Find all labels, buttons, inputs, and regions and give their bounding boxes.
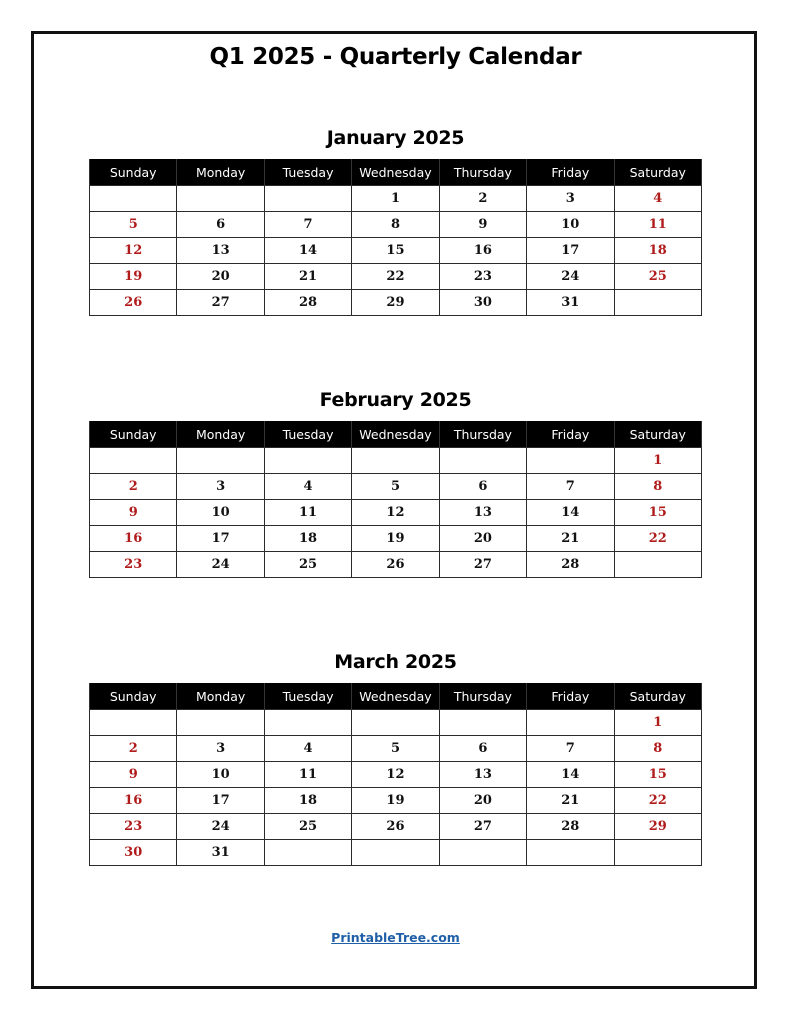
- day-cell: 24: [177, 552, 264, 578]
- day-cell: 10: [177, 500, 264, 526]
- day-cell: 2: [90, 474, 177, 500]
- day-cell: 30: [90, 840, 177, 866]
- day-cell: 2: [439, 186, 526, 212]
- day-cell: 11: [264, 500, 351, 526]
- weekday-header-sunday: Sunday: [90, 159, 177, 186]
- day-cell: [527, 840, 614, 866]
- day-cell: 15: [352, 238, 439, 264]
- weekday-header-monday: Monday: [177, 683, 264, 710]
- week-row: [90, 552, 702, 578]
- day-cell: 23: [90, 552, 177, 578]
- day-cell: 27: [177, 290, 264, 316]
- printabletree-link[interactable]: PrintableTree.com: [331, 930, 460, 945]
- day-cell: 12: [352, 500, 439, 526]
- day-cell: 29: [614, 814, 701, 840]
- day-cell: 23: [439, 264, 526, 290]
- day-cell: 3: [527, 186, 614, 212]
- day-cell: [439, 448, 526, 474]
- day-cell: 13: [439, 500, 526, 526]
- week-row: [90, 762, 702, 788]
- day-cell: 7: [264, 212, 351, 238]
- day-cell: [90, 448, 177, 474]
- day-cell: 15: [614, 500, 701, 526]
- week-row: [90, 264, 702, 290]
- day-cell: 15: [614, 762, 701, 788]
- weekday-header-saturday: Saturday: [614, 421, 701, 448]
- day-cell: 24: [177, 814, 264, 840]
- day-cell: 9: [90, 500, 177, 526]
- day-cell: 18: [614, 238, 701, 264]
- week-row: [90, 710, 702, 736]
- day-cell: 12: [90, 238, 177, 264]
- day-cell: 18: [264, 526, 351, 552]
- weekday-header-tuesday: Tuesday: [264, 683, 351, 710]
- day-cell: 8: [614, 736, 701, 762]
- day-cell: 31: [527, 290, 614, 316]
- day-cell: 29: [352, 290, 439, 316]
- weekday-header-tuesday: Tuesday: [264, 159, 351, 186]
- day-cell: 6: [439, 474, 526, 500]
- day-cell: 13: [439, 762, 526, 788]
- day-cell: [264, 186, 351, 212]
- day-cell: 6: [439, 736, 526, 762]
- week-row: [90, 474, 702, 500]
- day-cell: 10: [177, 762, 264, 788]
- day-cell: 5: [352, 736, 439, 762]
- day-cell: 26: [352, 552, 439, 578]
- week-row: [90, 212, 702, 238]
- day-cell: [90, 710, 177, 736]
- week-row: [90, 526, 702, 552]
- day-cell: [352, 448, 439, 474]
- day-cell: [614, 840, 701, 866]
- weekday-header-thursday: Thursday: [439, 159, 526, 186]
- day-cell: 25: [614, 264, 701, 290]
- week-row: [90, 238, 702, 264]
- day-cell: 16: [90, 526, 177, 552]
- week-row: [90, 840, 702, 866]
- day-cell: 16: [90, 788, 177, 814]
- calendar-january: [89, 159, 702, 316]
- day-cell: 9: [439, 212, 526, 238]
- day-cell: 4: [614, 186, 701, 212]
- weekday-header-row: [90, 421, 702, 448]
- day-cell: 6: [177, 212, 264, 238]
- day-cell: 4: [264, 736, 351, 762]
- day-cell: 14: [527, 500, 614, 526]
- day-cell: 22: [352, 264, 439, 290]
- day-cell: 19: [352, 526, 439, 552]
- day-cell: 31: [177, 840, 264, 866]
- day-cell: [352, 710, 439, 736]
- day-cell: 28: [527, 814, 614, 840]
- weekday-header-monday: Monday: [177, 421, 264, 448]
- weekday-header-sunday: Sunday: [90, 683, 177, 710]
- day-cell: [264, 710, 351, 736]
- day-cell: 28: [527, 552, 614, 578]
- day-cell: 7: [527, 736, 614, 762]
- day-cell: 21: [527, 526, 614, 552]
- day-cell: 20: [439, 788, 526, 814]
- day-cell: 18: [264, 788, 351, 814]
- month-title-march: March 2025: [334, 651, 457, 673]
- day-cell: 21: [264, 264, 351, 290]
- weekday-header-saturday: Saturday: [614, 683, 701, 710]
- month-title-january: January 2025: [326, 127, 465, 149]
- day-cell: 8: [614, 474, 701, 500]
- day-cell: 14: [527, 762, 614, 788]
- day-cell: [177, 448, 264, 474]
- day-cell: 17: [177, 526, 264, 552]
- day-cell: 12: [352, 762, 439, 788]
- day-cell: 1: [614, 448, 701, 474]
- day-cell: 7: [527, 474, 614, 500]
- weekday-header-sunday: Sunday: [90, 421, 177, 448]
- day-cell: 23: [90, 814, 177, 840]
- day-cell: 11: [264, 762, 351, 788]
- week-row: [90, 448, 702, 474]
- weekday-header-friday: Friday: [527, 421, 614, 448]
- weekday-header-row: [90, 683, 702, 710]
- day-cell: 5: [90, 212, 177, 238]
- day-cell: [264, 840, 351, 866]
- day-cell: 17: [177, 788, 264, 814]
- weekday-header-thursday: Thursday: [439, 421, 526, 448]
- month-title-february: February 2025: [319, 389, 472, 411]
- weekday-header-thursday: Thursday: [439, 683, 526, 710]
- weekday-header-tuesday: Tuesday: [264, 421, 351, 448]
- day-cell: 27: [439, 552, 526, 578]
- day-cell: 3: [177, 736, 264, 762]
- calendar-february: [89, 421, 702, 578]
- weekday-header-friday: Friday: [527, 683, 614, 710]
- day-cell: 4: [264, 474, 351, 500]
- day-cell: [527, 710, 614, 736]
- weekday-header-row: [90, 159, 702, 186]
- day-cell: 20: [177, 264, 264, 290]
- day-cell: 10: [527, 212, 614, 238]
- day-cell: [264, 448, 351, 474]
- day-cell: 8: [352, 212, 439, 238]
- day-cell: 26: [90, 290, 177, 316]
- day-cell: [177, 710, 264, 736]
- day-cell: 20: [439, 526, 526, 552]
- week-row: [90, 290, 702, 316]
- day-cell: 25: [264, 552, 351, 578]
- weekday-header-friday: Friday: [527, 159, 614, 186]
- day-cell: 22: [614, 526, 701, 552]
- day-cell: [439, 710, 526, 736]
- day-cell: 25: [264, 814, 351, 840]
- day-cell: [527, 448, 614, 474]
- weekday-header-wednesday: Wednesday: [352, 159, 439, 186]
- day-cell: 28: [264, 290, 351, 316]
- day-cell: 11: [614, 212, 701, 238]
- day-cell: [614, 290, 701, 316]
- weekday-header-wednesday: Wednesday: [352, 421, 439, 448]
- day-cell: 3: [177, 474, 264, 500]
- day-cell: 17: [527, 238, 614, 264]
- day-cell: 26: [352, 814, 439, 840]
- day-cell: 1: [614, 710, 701, 736]
- day-cell: 22: [614, 788, 701, 814]
- day-cell: [352, 840, 439, 866]
- day-cell: 5: [352, 474, 439, 500]
- week-row: [90, 186, 702, 212]
- week-row: [90, 814, 702, 840]
- day-cell: 1: [352, 186, 439, 212]
- day-cell: 13: [177, 238, 264, 264]
- week-row: [90, 788, 702, 814]
- day-cell: [439, 840, 526, 866]
- day-cell: 19: [90, 264, 177, 290]
- day-cell: 16: [439, 238, 526, 264]
- day-cell: 21: [527, 788, 614, 814]
- day-cell: 14: [264, 238, 351, 264]
- calendar-march: [89, 683, 702, 866]
- day-cell: [177, 186, 264, 212]
- day-cell: [90, 186, 177, 212]
- day-cell: 19: [352, 788, 439, 814]
- day-cell: 30: [439, 290, 526, 316]
- week-row: [90, 736, 702, 762]
- weekday-header-monday: Monday: [177, 159, 264, 186]
- week-row: [90, 500, 702, 526]
- weekday-header-saturday: Saturday: [614, 159, 701, 186]
- day-cell: 2: [90, 736, 177, 762]
- day-cell: 27: [439, 814, 526, 840]
- day-cell: 24: [527, 264, 614, 290]
- weekday-header-wednesday: Wednesday: [352, 683, 439, 710]
- day-cell: 9: [90, 762, 177, 788]
- page-title: Q1 2025 - Quarterly Calendar: [209, 44, 582, 70]
- day-cell: [614, 552, 701, 578]
